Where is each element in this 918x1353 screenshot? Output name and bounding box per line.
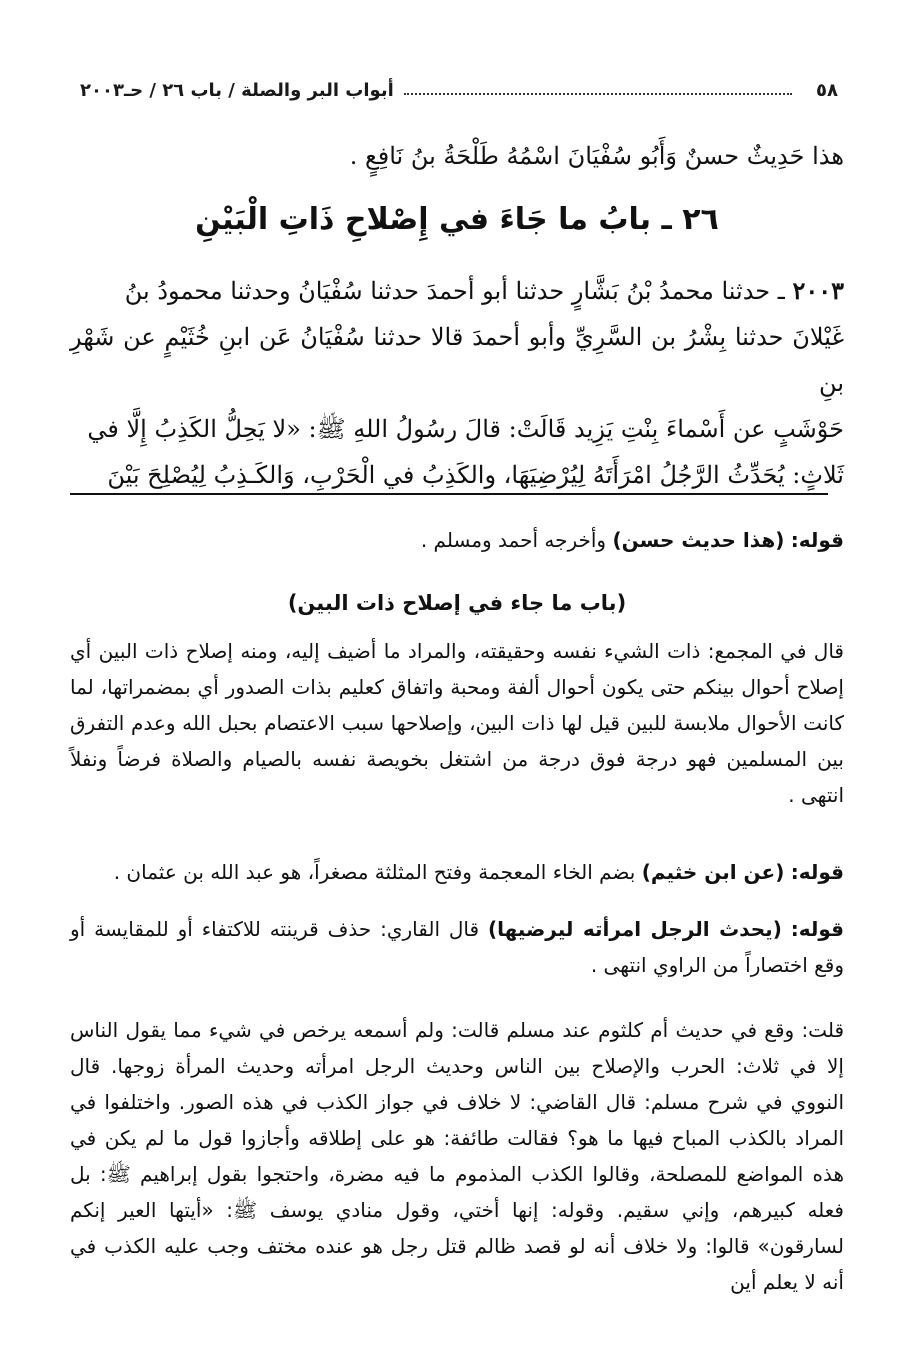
page-number: ٥٨ <box>816 79 838 101</box>
intro-line: هذا حَدِيثٌ حسنٌ وَأَبُو سُفْيَانَ اسْمُهُ طَلْحَةُ بنُ نَافِعٍ . <box>349 142 844 170</box>
commentary-2-quote: (عن ابن خثيم) <box>641 860 785 884</box>
commentary-subheading: (باب ما جاء في إصلاح ذات البين) <box>287 591 627 615</box>
header-dotted-leader <box>404 93 792 95</box>
commentary-3-text: قال القاري: حذف قرينته للاكتفاء أو للمقايسة أو وقع اختصاراً من الراوي انتهى . <box>70 917 844 977</box>
commentary-1-label: قوله: <box>790 528 844 552</box>
commentary-2 <box>70 854 844 890</box>
hadith-line-4: ثَلاثٍ: يُحَدِّثُ الرَّجُلُ امْرَأَتَهُ لِيُرْضِيَهَا، والكَذِبُ في الْحَرْبِ، وَالكَـذِبُ لِيُصْلِحَ بَيْنَ <box>107 461 844 489</box>
commentary-paragraph-2: قلت: وقع في حديث أم كلثوم عند مسلم قالت: ولم أسمعه يرخص في شيء مما يقول الناس إلا في ثلاث: الحرب والإصلاح بين الناس وحديث الرجل امرأته وحديث المرأة زوجها. قال النووي في شرح مسلم: قال القاضي: لا خلاف في جواز الكذب في هذه الصور. واختلفوا في المراد بالكذب المباح فيها ما هو؟ فقالت طائفة: هو على إطلاقه وأجازوا قول ما لم يكن في هذه المواضع للمصلحة، وقالوا الكذب المذموم ما فيه مضرة، واحتجوا بقول إبراهيم ﷺ: بل فعله كبيرهم، وإني سقيم. وقوله: إنها أختي، وقول منادي يوسف ﷺ: «أيتها العير إنكم لسارقون» قالوا: ولا خلاف أنه لو قصد ظالم قتل رجل هو عنده مختف وجب عليه الكذب في أنه لا يعلم أين <box>70 1018 844 1294</box>
page-header <box>80 72 838 108</box>
commentary-3 <box>70 911 844 983</box>
commentary-1 <box>70 522 844 558</box>
hadith-line-1 <box>70 268 844 314</box>
commentary-3-quote: (يحدث الرجل امرأته ليرضيها) <box>487 917 782 941</box>
hadith-text-1: ـ حدثنا محمدُ بْنُ بَشَّارٍ حدثنا أبو أحمدَ حدثنا سُفْيَانُ وحدثنا محمودُ بنُ <box>124 277 785 305</box>
commentary-paragraph-1: قال في المجمع: ذات الشيء نفسه وحقيقته، والمراد ما أضيف إليه، ومنه إصلاح ذات البين أي إصلاح أحوال بينكم حتى يكون أحوال ألفة ومحبة واتفاق كعليم بذات الصدور أي بمضمراتها، لما كانت الأحوال ملابسة للبين قيل لها ذات البين، وإصلاحها سبب الاعتصام بحبل الله وعدم التفرق بين المسلمين فهو درجة فوق درجة من اشتغل بخويصة نفسه بالصيام والصلاة فرضاً ونفلاً انتهى . <box>70 639 844 807</box>
chapter-title: ٢٦ ـ بابُ ما جَاءَ في إِصْلاحِ ذَاتِ الْبَيْنِ <box>195 202 719 237</box>
hadith-number: ٢٠٠٣ <box>792 276 844 305</box>
running-title: أبواب البر والصلة / باب ٢٦ / حـ٢٠٠٣ <box>80 79 394 101</box>
commentary-2-text: بضم الخاء المعجمة وفتح المثلثة مصغراً، هو عبد الله بن عثمان . <box>113 860 636 884</box>
hadith-line-3: حَوْشَبٍ عن أَسْماءَ بِنْتِ يَزِيد قَالَتْ: قالَ رسُولُ اللهِ ﷺ: «لا يَحِلُّ الكَذِبُ إِلَّا في <box>87 415 844 443</box>
footnote-divider <box>70 493 828 495</box>
commentary-3-label: قوله: <box>790 917 845 941</box>
hadith-block <box>70 268 844 498</box>
hadith-line-2: غَيْلانَ حدثنا بِشْرُ بن السَّرِيِّ وأبو أحمدَ قالا حدثنا سُفْيَانُ عَن ابنِ خُثَيْمٍ عن شَهْرِ بنِ <box>70 323 844 397</box>
commentary-1-quote: (هذا حديث حسن) <box>612 528 785 552</box>
commentary-2-label: قوله: <box>790 860 844 884</box>
commentary-1-text: وأخرجه أحمد ومسلم . <box>420 528 607 552</box>
